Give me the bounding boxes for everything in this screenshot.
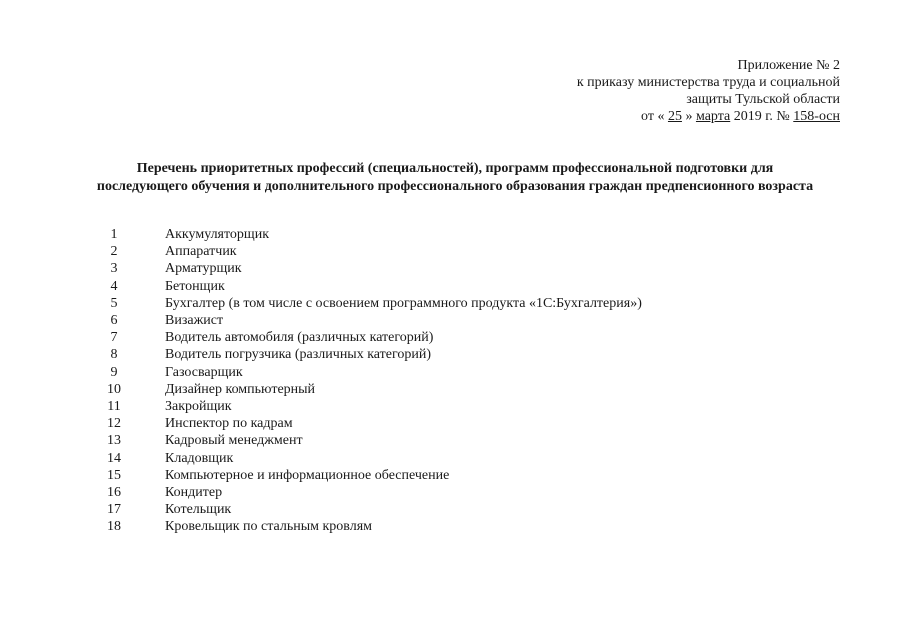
date-day: 25 (667, 109, 682, 124)
list-item (100, 243, 642, 260)
list-item (100, 329, 642, 346)
list-item (100, 346, 642, 363)
item-number: 14 (107, 450, 121, 466)
list-item (100, 415, 642, 432)
item-text: Кадровый менеджмент (165, 433, 303, 449)
item-number: 15 (107, 467, 121, 483)
item-number: 18 (107, 519, 121, 535)
item-text: Кровельщик по стальным кровлям (165, 519, 372, 535)
list-item (100, 467, 642, 484)
item-number: 7 (110, 330, 118, 346)
item-text: Бетонщик (165, 278, 225, 294)
list-item (100, 312, 642, 329)
list-item (100, 278, 642, 295)
item-text: Дизайнер компьютерный (165, 381, 316, 397)
item-number: 6 (110, 313, 118, 329)
appendix-order: к приказу министерства труда и социальной (576, 75, 840, 90)
item-number: 17 (107, 502, 121, 518)
item-text: Аппаратчик (165, 244, 237, 260)
appendix-ministry: защиты Тульской области (686, 92, 840, 107)
list-item (100, 398, 642, 415)
item-text: Кладовщик (165, 450, 234, 466)
date-mid: » (685, 109, 693, 124)
list-item (100, 226, 642, 243)
list-item (100, 260, 642, 277)
date-prefix: от « (641, 109, 665, 124)
item-text: Газосварщик (165, 364, 243, 380)
professions-list (100, 226, 642, 536)
appendix-title: Приложение № 2 (737, 58, 840, 73)
item-text: Инспектор по кадрам (165, 416, 293, 432)
item-number: 5 (110, 295, 118, 311)
item-text: Водитель автомобиля (различных категорий) (165, 330, 434, 346)
item-number: 13 (107, 433, 121, 449)
item-text: Компьютерное и информационное обеспечение (165, 467, 450, 483)
list-item (100, 501, 642, 518)
item-number: 3 (110, 261, 118, 277)
appendix-date (577, 108, 840, 125)
item-number: 11 (107, 399, 121, 415)
item-text: Визажист (165, 313, 224, 329)
document-title (40, 160, 870, 196)
list-item (100, 518, 642, 535)
item-number: 4 (110, 278, 118, 294)
item-number: 9 (110, 364, 118, 380)
item-number: 16 (107, 485, 121, 501)
list-item (100, 450, 642, 467)
item-text: Кондитер (165, 485, 223, 501)
list-item (100, 364, 642, 381)
item-number: 10 (107, 381, 121, 397)
item-number: 2 (110, 244, 118, 260)
item-text: Котельщик (165, 502, 232, 518)
item-text: Арматурщик (165, 261, 242, 277)
title-line-2: последующего обучения и дополнительного профессионального образования граждан предпенсионного возраста (96, 179, 814, 194)
list-item (100, 381, 642, 398)
date-month: марта (695, 109, 731, 124)
appendix-header (577, 57, 840, 125)
item-number: 8 (110, 347, 118, 363)
item-text: Аккумуляторщик (165, 227, 270, 242)
order-number: 158-осн (793, 109, 840, 124)
title-line-1: Перечень приоритетных профессий (специальностей), программ профессиональной подготовки для (136, 161, 774, 176)
date-year: 2019 г. № (733, 109, 790, 124)
item-text: Закройщик (165, 399, 232, 415)
item-number: 12 (107, 416, 121, 432)
item-text: Водитель погрузчика (различных категорий) (165, 347, 432, 363)
item-number: 1 (110, 227, 118, 242)
list-item (100, 295, 642, 312)
item-text: Бухгалтер (в том числе с освоением программного продукта «1С:Бухгалтерия») (165, 295, 642, 311)
list-item (100, 484, 642, 501)
list-item (100, 432, 642, 449)
